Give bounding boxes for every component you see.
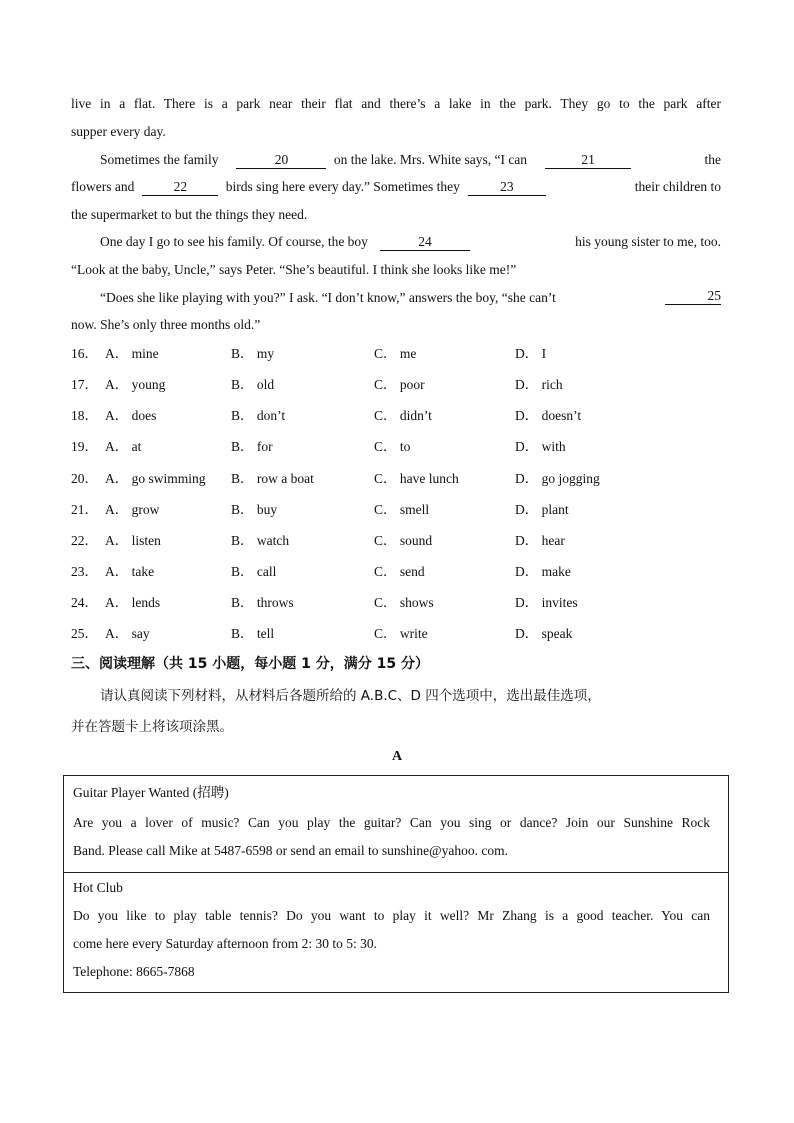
option-d[interactable]: D． rich	[515, 377, 563, 392]
option-b[interactable]: B． tell	[231, 626, 275, 641]
question-number: 22．	[71, 533, 98, 548]
question-number: 17．	[71, 377, 98, 392]
option-c[interactable]: C． sound	[374, 533, 433, 548]
question-number: 19．	[71, 439, 98, 454]
option-c[interactable]: C． to	[374, 439, 411, 454]
passage-text: Sometimes the family	[100, 152, 219, 167]
option-b[interactable]: B． my	[231, 346, 275, 361]
option-b[interactable]: B． buy	[231, 502, 278, 517]
option-a[interactable]: A． go swimming	[105, 471, 206, 486]
question-row-24	[71, 593, 721, 613]
question-number: 16．	[71, 346, 98, 361]
passage-text: his young sister to me, too.	[575, 234, 721, 249]
option-a[interactable]: A． young	[105, 377, 166, 392]
passage-text: birds sing here every day.” Sometimes they	[225, 179, 460, 194]
passage-line: “Look at the baby, Uncle,” says Peter. “She’s beautiful. I think she looks like me!”	[71, 262, 517, 277]
option-d[interactable]: D． invites	[515, 595, 578, 610]
option-c[interactable]: C． shows	[374, 595, 434, 610]
question-row-19	[71, 437, 721, 457]
passage-text: the	[704, 152, 721, 167]
ads-box	[63, 775, 729, 993]
option-c[interactable]: C． send	[374, 564, 425, 579]
passage-text: their children to	[634, 179, 721, 194]
ads-divider	[64, 872, 728, 873]
option-d[interactable]: D． with	[515, 439, 566, 454]
option-a[interactable]: A． grow	[105, 502, 160, 517]
option-a[interactable]: A． mine	[105, 346, 159, 361]
option-b[interactable]: B． watch	[231, 533, 290, 548]
blank-24: 24	[380, 234, 470, 251]
passage-text: on the lake. Mrs. White says, “I can	[333, 152, 528, 167]
section-heading: 三、阅读理解（共 15 小题，每小题 1 分，满分 15 分）	[71, 656, 429, 672]
question-number: 24．	[71, 595, 98, 610]
question-row-21	[71, 500, 721, 520]
option-d[interactable]: D． doesn’t	[515, 408, 582, 423]
ad-title-guitar: Guitar Player Wanted (招聘)	[73, 785, 229, 800]
option-c[interactable]: C． have lunch	[374, 471, 459, 486]
option-d[interactable]: D． make	[515, 564, 571, 579]
option-a[interactable]: A． does	[105, 408, 157, 423]
option-a[interactable]: A． take	[105, 564, 155, 579]
question-row-25	[71, 624, 721, 644]
question-row-16	[71, 344, 721, 364]
question-number: 23．	[71, 564, 98, 579]
passage-text: flowers and	[71, 179, 135, 194]
passage-line: live in a flat. There is a park near their flat and there’s a lake in the park. They go to the park after	[71, 96, 721, 111]
passage-line-blank-20-21	[100, 150, 721, 170]
blank-21: 21	[545, 152, 631, 169]
option-b[interactable]: B． call	[231, 564, 277, 579]
blank-25: 25	[665, 288, 721, 305]
ad-text: Band. Please call Mike at 5487-6598 or send an email to sunshine@yahoo. com.	[73, 843, 508, 858]
question-number: 18．	[71, 408, 98, 423]
option-b[interactable]: B． old	[231, 377, 275, 392]
question-row-22	[71, 531, 721, 551]
blank-23: 23	[468, 179, 546, 196]
question-number: 21．	[71, 502, 98, 517]
question-number: 25．	[71, 626, 98, 641]
option-a[interactable]: A． lends	[105, 595, 161, 610]
passage-line-blank-25	[100, 288, 721, 308]
option-c[interactable]: C． didn’t	[374, 408, 432, 423]
option-c[interactable]: C． poor	[374, 377, 425, 392]
option-a[interactable]: A． say	[105, 626, 150, 641]
ad-text: Are you a lover of music? Can you play the guitar? Can you sing or dance? Join our Sunshine Rock	[73, 815, 710, 830]
option-c[interactable]: C． me	[374, 346, 417, 361]
blank-20: 20	[236, 152, 326, 169]
instruction-line: 并在答题卡上将该项涂黑。	[71, 719, 233, 735]
option-b[interactable]: B． throws	[231, 595, 294, 610]
ad-text: Do you like to play table tennis? Do you want to play it well? Mr Zhang is a good teacher. You can	[73, 908, 710, 923]
option-c[interactable]: C． write	[374, 626, 428, 641]
option-d[interactable]: D． go jogging	[515, 471, 600, 486]
option-b[interactable]: B． row a boat	[231, 471, 314, 486]
instruction-line: 请认真阅读下列材料，从材料后各题所给的 A.B.C、D 四个选项中，选出最佳选项，	[100, 688, 601, 704]
passage-line: supper every day.	[71, 124, 166, 139]
option-c[interactable]: C． smell	[374, 502, 430, 517]
question-number: 20．	[71, 471, 98, 486]
option-a[interactable]: A． at	[105, 439, 142, 454]
passage-text: One day I go to see his family. Of course, the boy	[100, 234, 368, 249]
option-d[interactable]: D． plant	[515, 502, 569, 517]
question-row-23	[71, 562, 721, 582]
passage-line: now. She’s only three months old.”	[71, 317, 261, 332]
option-b[interactable]: B． don’t	[231, 408, 286, 423]
option-d[interactable]: D． speak	[515, 626, 573, 641]
option-d[interactable]: D． hear	[515, 533, 565, 548]
question-row-18	[71, 406, 721, 426]
passage-line: the supermarket to but the things they need.	[71, 207, 308, 222]
option-d[interactable]: D． I	[515, 346, 547, 361]
ad-telephone: Telephone: 8665-7868	[73, 964, 195, 979]
ad-text: come here every Saturday afternoon from 2: 30 to 5: 30.	[73, 936, 378, 951]
passage-text: “Does she like playing with you?” I ask. “I don’t know,” answers the boy, “she can’t	[100, 290, 556, 305]
question-row-20	[71, 469, 721, 489]
ad-title-hot-club: Hot Club	[73, 880, 123, 895]
question-row-17	[71, 375, 721, 395]
passage-line-blank-22-23	[71, 177, 721, 197]
passage-line-blank-24	[100, 232, 721, 252]
option-a[interactable]: A． listen	[105, 533, 161, 548]
option-b[interactable]: B． for	[231, 439, 273, 454]
part-label: A	[391, 749, 403, 764]
blank-22: 22	[142, 179, 218, 196]
